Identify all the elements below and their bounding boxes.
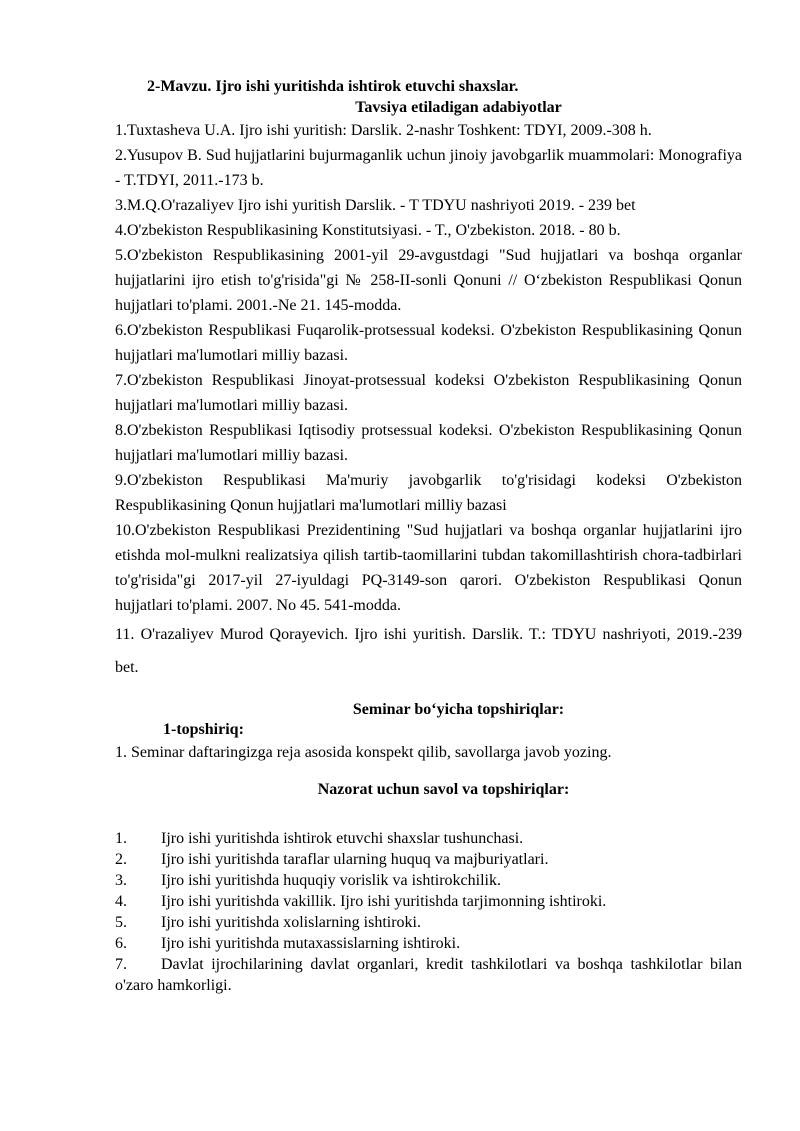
reference-item: 6.O'zbekiston Respublikasi Fuqarolik-protsessual kodeksi. O'zbekiston Respublikasining Qonun hujjatlari ma'lumotlari milliy bazasi. — [115, 322, 742, 364]
topic-title: 2-Mavzu. Ijro ishi yuritishda ishtirok etuvchi shaxslar. — [147, 78, 519, 95]
question-text: Ijro ishi yuritishda ishtirok etuvchi shaxslar tushunchasi. — [161, 830, 524, 847]
question-text: Ijro ishi yuritishda huquqiy vorislik va ishtirokchilik. — [161, 872, 501, 889]
reference-list — [115, 118, 742, 684]
question-text: Ijro ishi yuritishda mutaxassislarning ishtiroki. — [161, 935, 461, 952]
reference-item: 4.O'zbekiston Respublikasining Konstitutsiyasi. - T., O'zbekiston. 2018. - 80 b. — [115, 222, 621, 239]
question-item — [115, 933, 742, 954]
question-number: 2. — [115, 851, 127, 868]
question-number: 3. — [115, 872, 127, 889]
question-text: Davlat ijrochilarining davlat organlari, kredit tashkilotlari va boshqa tashkilotlar bilan o'zaro hamkorligi. — [115, 956, 742, 994]
seminar-title: Seminar bo‘yicha topshiriqlar: — [352, 701, 565, 718]
question-number: 4. — [115, 893, 127, 910]
question-item — [115, 954, 742, 996]
document-page — [115, 76, 742, 996]
reference-item: 11. O'razaliyev Murod Qorayevich. Ijro ishi yuritish. Darslik. T.: TDYU nashriyoti, 2019.-239 bet. — [115, 626, 742, 676]
question-item — [115, 891, 742, 912]
literature-title: Tavsiya etiladigan adabiyotlar — [355, 99, 562, 116]
question-number: 1. — [115, 830, 127, 847]
question-item — [115, 849, 742, 870]
question-text: Ijro ishi yuritishda vakillik. Ijro ishi yuritishda tarjimonning ishtiroki. — [161, 893, 607, 910]
question-text: Ijro ishi yuritishda taraflar ularning huquq va majburiyatlari. — [161, 851, 549, 868]
question-number: 6. — [115, 935, 127, 952]
question-list — [115, 828, 742, 996]
question-item — [115, 912, 742, 933]
question-item — [115, 870, 742, 891]
reference-item: 7.O'zbekiston Respublikasi Jinoyat-protsessual kodeksi O'zbekiston Respublikasining Qonun hujjatlari ma'lumotlari milliy bazasi. — [115, 372, 742, 414]
reference-item: 9.O'zbekiston Respublikasi Ma'muriy javobgarlik to'g'risidagi kodeksi O'zbekiston Respublikasining Qonun hujjatlari ma'lumotlari milliy bazasi — [115, 472, 742, 514]
question-number: 7. — [115, 956, 127, 973]
control-questions-title: Nazorat uchun savol va topshiriqlar: — [317, 781, 570, 798]
task-heading: 1-topshiriq: — [163, 721, 244, 738]
task-text: 1. Seminar daftaringizga reja asosida konspekt qilib, savollarga javob yozing. — [115, 744, 612, 761]
reference-item: 8.O'zbekiston Respublikasi Iqtisodiy protsessual kodeksi. O'zbekiston Respublikasining Qonun hujjatlari ma'lumotlari milliy bazasi. — [115, 422, 742, 464]
reference-item: 2.Yusupov B. Sud hujjatlarini bujurmaganlik uchun jinoiy javobgarlik muammolari: Monografiya - T.TDYI, 2011.-173 b. — [115, 147, 742, 189]
question-item — [115, 828, 742, 849]
question-text: Ijro ishi yuritishda xolislarning ishtiroki. — [161, 914, 421, 931]
question-number: 5. — [115, 914, 127, 931]
reference-item: 5.O'zbekiston Respublikasining 2001-yil 29-avgustdagi "Sud hujjatlari va boshqa organlar hujjatlarini ijro etish to'g'risida"gi № 258-II-sonli Qonuni // O‘zbekiston Respublikasi Qonun hujjatlari to'plami. 2001.-Ne 21. 145-modda. — [115, 247, 742, 314]
reference-item: 1.Tuxtasheva U.A. Ijro ishi yuritish: Darslik. 2-nashr Toshkent: TDYI, 2009.-308 h. — [115, 122, 652, 139]
reference-item: 10.O'zbekiston Respublikasi Prezidentining "Sud hujjatlari va boshqa organlar hujjatlarini ijro etishda mol-mulkni realizatsiya qilish tartib-taomillarini tubdan takomillashtirish chora-tadbirlari to'g'risida"gi 2017-yil 27-iyuldagi PQ-3149-son qarori. O'zbekiston Respublikasi Qonun hujjatlari to'plami. 2007. No 45. 541-modda. — [115, 522, 742, 614]
reference-item: 3.M.Q.O'razaliyev Ijro ishi yuritish Darslik. - T TDYU nashriyoti 2019. - 239 bet — [115, 197, 636, 214]
